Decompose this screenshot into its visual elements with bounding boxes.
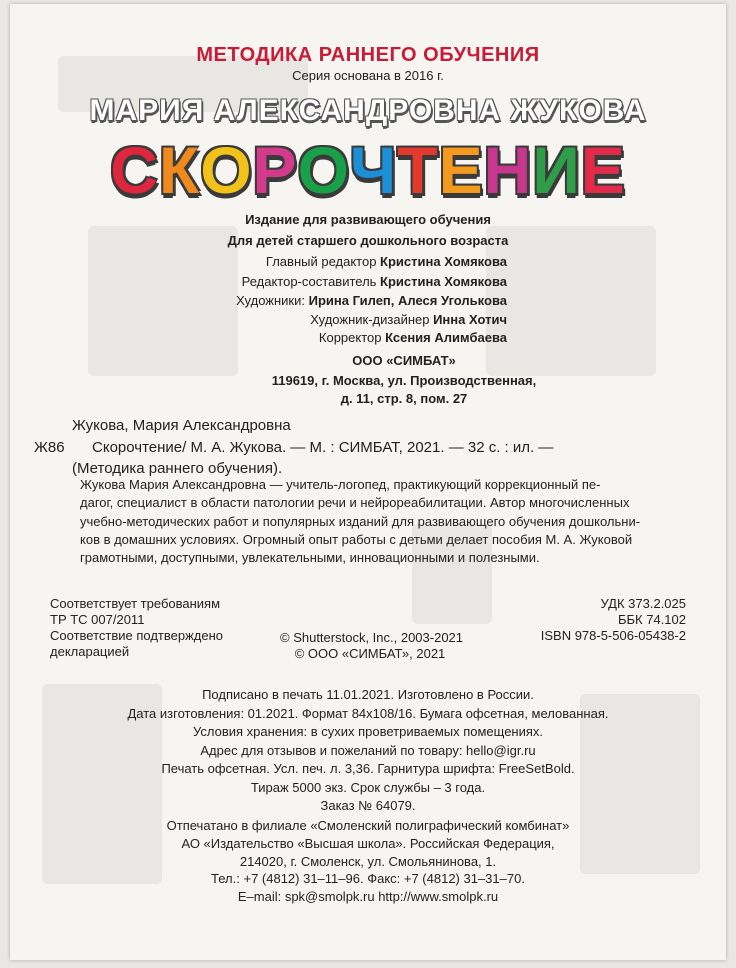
credit-line [319, 330, 507, 345]
publisher-address-2: д. 11, стр. 8, пом. 27 [340, 391, 468, 406]
printer-line: Тел.: +7 (4812) 31–11–96. Факс: +7 (4812) 31–31–70. [211, 871, 525, 887]
credit-line [242, 274, 507, 289]
annotation-line: учебно-методических работ и популярных изданий для развивающего обучения дошкольни- [80, 513, 641, 529]
title-letter: И [532, 133, 581, 207]
bib-author: Жукова, Мария Александровна [72, 417, 291, 434]
edition-purpose: Издание для развивающего обучения [245, 212, 491, 227]
credit-line [310, 312, 507, 327]
printer-info [10, 817, 726, 906]
imprint-line: Заказ № 64079. [320, 798, 416, 813]
title-letter: К [158, 133, 201, 207]
title-letter: С [110, 133, 159, 207]
printer-line: Отпечатано в филиале «Смоленский полиграфический комбинат» [166, 818, 570, 833]
credit-person: Кристина Хомякова [380, 274, 507, 289]
bib-code: Ж86 [34, 439, 65, 456]
imprint-line: Подписано в печать 11.01.2021. Изготовлено в России. [202, 687, 534, 702]
annotation [80, 476, 672, 567]
isbn: ISBN 978-5-506-05438-2 [540, 628, 686, 643]
series-founded: Серия основана в 2016 г. [292, 68, 444, 83]
annotation-line: грамотными, доступными, увлекательными, инновационными и полезными. [80, 550, 540, 566]
credit-role: Художники: [236, 293, 309, 308]
credit-line [236, 293, 507, 308]
credit-person: Ирина Гилеп, Алеся Уголькова [308, 293, 507, 308]
credit-role: Художник-дизайнер [310, 312, 434, 327]
printer-line: 214020, г. Смоленск, ул. Смольянинова, 1. [239, 853, 497, 869]
compliance-line: Соответствие подтверждено [50, 628, 224, 643]
credit-person: Инна Хотич [433, 312, 507, 327]
copyright [280, 630, 464, 662]
title-letter: Т [397, 133, 439, 207]
title-letter: Р [252, 133, 298, 207]
credit-role: Главный редактор [265, 254, 381, 269]
imprint-line: Тираж 5000 экз. Срок службы – 3 года. [250, 779, 486, 795]
classification [541, 596, 686, 644]
annotation-line: ков в домашних условиях. Огромный опыт работы с детьми делает пособия М. А. Жуковой [80, 531, 633, 547]
title-letter: О [200, 133, 253, 207]
title-letter: О [297, 133, 350, 207]
series-title: МЕТОДИКА РАННЕГО ОБУЧЕНИЯ [196, 44, 540, 66]
publisher-address-1: 119619, г. Москва, ул. Производственная, [271, 373, 537, 388]
printer-line: E–mail: spk@smolpk.ru http://www.smolpk.ru [237, 889, 499, 905]
title-letter: Е [438, 133, 484, 207]
credit-line [266, 254, 507, 269]
imprint-line: Печать офсетная. Усл. печ. л. 3,36. Гарнитура шрифта: FreeSetBold. [161, 761, 575, 776]
compliance-line: декларацией [50, 644, 130, 659]
book-title [10, 132, 726, 208]
annotation-line: Жукова Мария Александровна — учитель-логопед, практикующий коррекционный пе- [80, 477, 601, 492]
imprint-line: Дата изготовления: 01.2021. Формат 84х108/16. Бумага офсетная, мелованная. [127, 705, 609, 721]
imprint-line: Адрес для отзывов и пожеланий по товару: hello@igr.ru [200, 742, 536, 758]
credit-person: Ксения Алимбаева [385, 330, 507, 345]
annotation-line: дагог, специалист в области патологии речи и нейрореабилитации. Автор многочисленных [80, 495, 630, 511]
bib-line-2: (Методика раннего обучения). [72, 460, 283, 477]
imprint [10, 686, 726, 816]
page [10, 4, 726, 960]
edition-audience: Для детей старшего дошкольного возраста [227, 233, 509, 248]
title-letter: Е [580, 133, 626, 207]
bbk: ББК 74.102 [617, 612, 686, 627]
author-name: МАРИЯ АЛЕКСАНДРОВНА ЖУКОВА [89, 94, 647, 127]
compliance-line: ТР ТС 007/2011 [50, 612, 145, 627]
bib-line-1: Скорочтение/ М. А. Жукова. — М. : СИМБАТ, 2021. — 32 с. : ил. — [92, 439, 554, 456]
credit-role: Редактор-составитель [241, 274, 381, 289]
credit-person: Кристина Хомякова [380, 254, 507, 269]
copyright-line: © ООО «СИМБАТ», 2021 [294, 646, 446, 661]
credit-role: Корректор [318, 330, 386, 345]
printer-line: АО «Издательство «Высшая школа». Российская Федерация, [181, 835, 555, 851]
compliance-line: Соответствует требованиям [50, 596, 221, 611]
title-letter: Н [483, 133, 533, 207]
compliance [50, 596, 223, 660]
udk: УДК 373.2.025 [600, 596, 686, 611]
copyright-line: © Shutterstock, Inc., 2003-2021 [280, 630, 464, 645]
imprint-line: Условия хранения: в сухих проветриваемых помещениях. [192, 724, 544, 739]
publisher-name: ООО «СИМБАТ» [352, 353, 456, 368]
title-letter: Ч [349, 133, 398, 207]
